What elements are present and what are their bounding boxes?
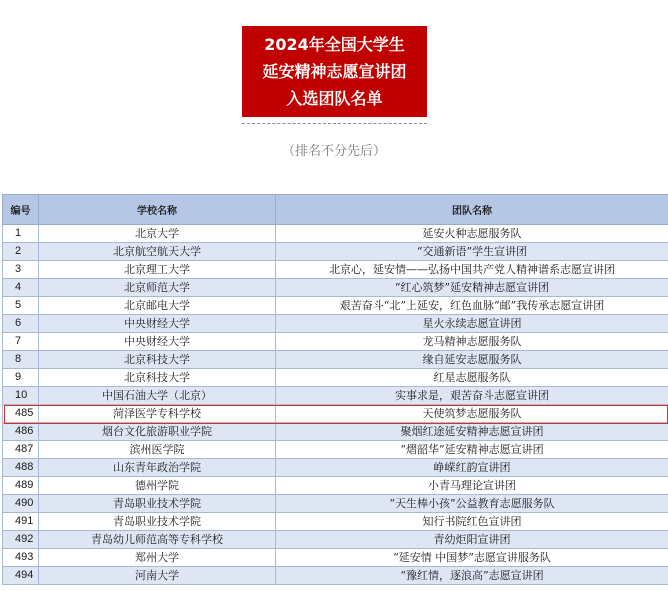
row-team-name: 实事求是，艰苦奋斗志愿宣讲团: [276, 387, 668, 405]
row-number: 8: [3, 351, 39, 369]
table-row: [3, 567, 668, 585]
row-number: 489: [3, 477, 39, 495]
row-school-name: 中央财经大学: [39, 333, 276, 351]
table-row: [3, 459, 668, 477]
title-line-1: 2024年全国大学生: [264, 35, 405, 54]
row-school-name: 北京航空航天大学: [39, 243, 276, 261]
table-row: [3, 495, 668, 513]
row-school-name: 青岛职业技术学院: [39, 495, 276, 513]
row-school-name: 烟台文化旅游职业学院: [39, 423, 276, 441]
team-list-table-wrapper: [2, 194, 668, 585]
table-row-highlighted: [3, 405, 668, 423]
row-school-name: 北京大学: [39, 225, 276, 243]
table-row: [3, 351, 668, 369]
row-number: 2: [3, 243, 39, 261]
table-row: [3, 369, 668, 387]
row-school-name: 青岛职业技术学院: [39, 513, 276, 531]
table-row: [3, 297, 668, 315]
header-school: 学校名称: [39, 195, 276, 225]
row-team-name: 艰苦奋斗“北”上延安，红色血脉“邮”我传承志愿宣讲团: [276, 297, 668, 315]
table-row: [3, 333, 668, 351]
row-number: 493: [3, 549, 39, 567]
team-list-table: [2, 194, 668, 585]
title-line-3: 入选团队名单: [286, 89, 383, 108]
title-line-2: 延安精神志愿宣讲团: [262, 62, 407, 81]
row-team-name: 峥嵘红韵宣讲团: [276, 459, 668, 477]
row-number: 491: [3, 513, 39, 531]
row-number: 492: [3, 531, 39, 549]
row-school-name: 中央财经大学: [39, 315, 276, 333]
table-row: [3, 549, 668, 567]
row-team-name: 北京心，延安情——弘扬中国共产党人精神谱系志愿宣讲团: [276, 261, 668, 279]
row-school-name: 北京科技大学: [39, 351, 276, 369]
row-team-name: 青幼炬阳宣讲团: [276, 531, 668, 549]
header-team: 团队名称: [276, 195, 668, 225]
row-number: 490: [3, 495, 39, 513]
row-number: 3: [3, 261, 39, 279]
row-number: 6: [3, 315, 39, 333]
row-team-name: 知行书院红色宣讲团: [276, 513, 668, 531]
row-team-name: 红星志愿服务队: [276, 369, 668, 387]
row-team-name: “红心筑梦”延安精神志愿宣讲团: [276, 279, 668, 297]
row-team-name: 延安火种志愿服务队: [276, 225, 668, 243]
row-team-name: “延安情 中国梦”志愿宣讲服务队: [276, 549, 668, 567]
row-number: 5: [3, 297, 39, 315]
row-team-name: 小青马理论宣讲团: [276, 477, 668, 495]
row-school-name: 北京师范大学: [39, 279, 276, 297]
table-header-row: [3, 195, 668, 225]
table-row: [3, 243, 668, 261]
row-number: 487: [3, 441, 39, 459]
row-number: 10: [3, 387, 39, 405]
row-number: 494: [3, 567, 39, 585]
row-team-name: 缘自延安志愿服务队: [276, 351, 668, 369]
header-number: 编号: [3, 195, 39, 225]
row-school-name: 河南大学: [39, 567, 276, 585]
row-number: 9: [3, 369, 39, 387]
row-number: 485: [3, 405, 39, 423]
table-row: [3, 531, 668, 549]
row-school-name: 中国石油大学（北京）: [39, 387, 276, 405]
table-row: [3, 315, 668, 333]
row-school-name: 郑州大学: [39, 549, 276, 567]
row-number: 7: [3, 333, 39, 351]
table-row: [3, 477, 668, 495]
row-team-name: 聚烟红途延安精神志愿宣讲团: [276, 423, 668, 441]
row-school-name: 山东青年政治学院: [39, 459, 276, 477]
row-number: 488: [3, 459, 39, 477]
table-row: [3, 279, 668, 297]
table-body: [3, 225, 668, 585]
row-number: 486: [3, 423, 39, 441]
subtitle: （排名不分先后）: [281, 144, 386, 159]
table-row: [3, 513, 668, 531]
row-school-name: 北京邮电大学: [39, 297, 276, 315]
table-row: [3, 441, 668, 459]
table-row: [3, 387, 668, 405]
row-team-name: “熠韶华”延安精神志愿宣讲团: [276, 441, 668, 459]
title-divider: [242, 123, 427, 124]
row-school-name: 青岛幼儿师范高等专科学校: [39, 531, 276, 549]
table-row: [3, 261, 668, 279]
table-row: [3, 225, 668, 243]
row-team-name: “天生棒小孩”公益教育志愿服务队: [276, 495, 668, 513]
row-team-name: “豫红情，逐浪高”志愿宣讲团: [276, 567, 668, 585]
row-school-name: 滨州医学院: [39, 441, 276, 459]
row-team-name: 星火永续志愿宣讲团: [276, 315, 668, 333]
row-number: 1: [3, 225, 39, 243]
row-team-name: 龙马精神志愿服务队: [276, 333, 668, 351]
row-team-name: “交通新语”学生宣讲团: [276, 243, 668, 261]
row-school-name: 北京理工大学: [39, 261, 276, 279]
row-school-name: 德州学院: [39, 477, 276, 495]
row-team-name: 天使筑梦志愿服务队: [276, 405, 668, 423]
table-row: [3, 423, 668, 441]
row-number: 4: [3, 279, 39, 297]
row-school-name: 菏泽医学专科学校: [39, 405, 276, 423]
row-school-name: 北京科技大学: [39, 369, 276, 387]
title-box: [242, 26, 427, 117]
